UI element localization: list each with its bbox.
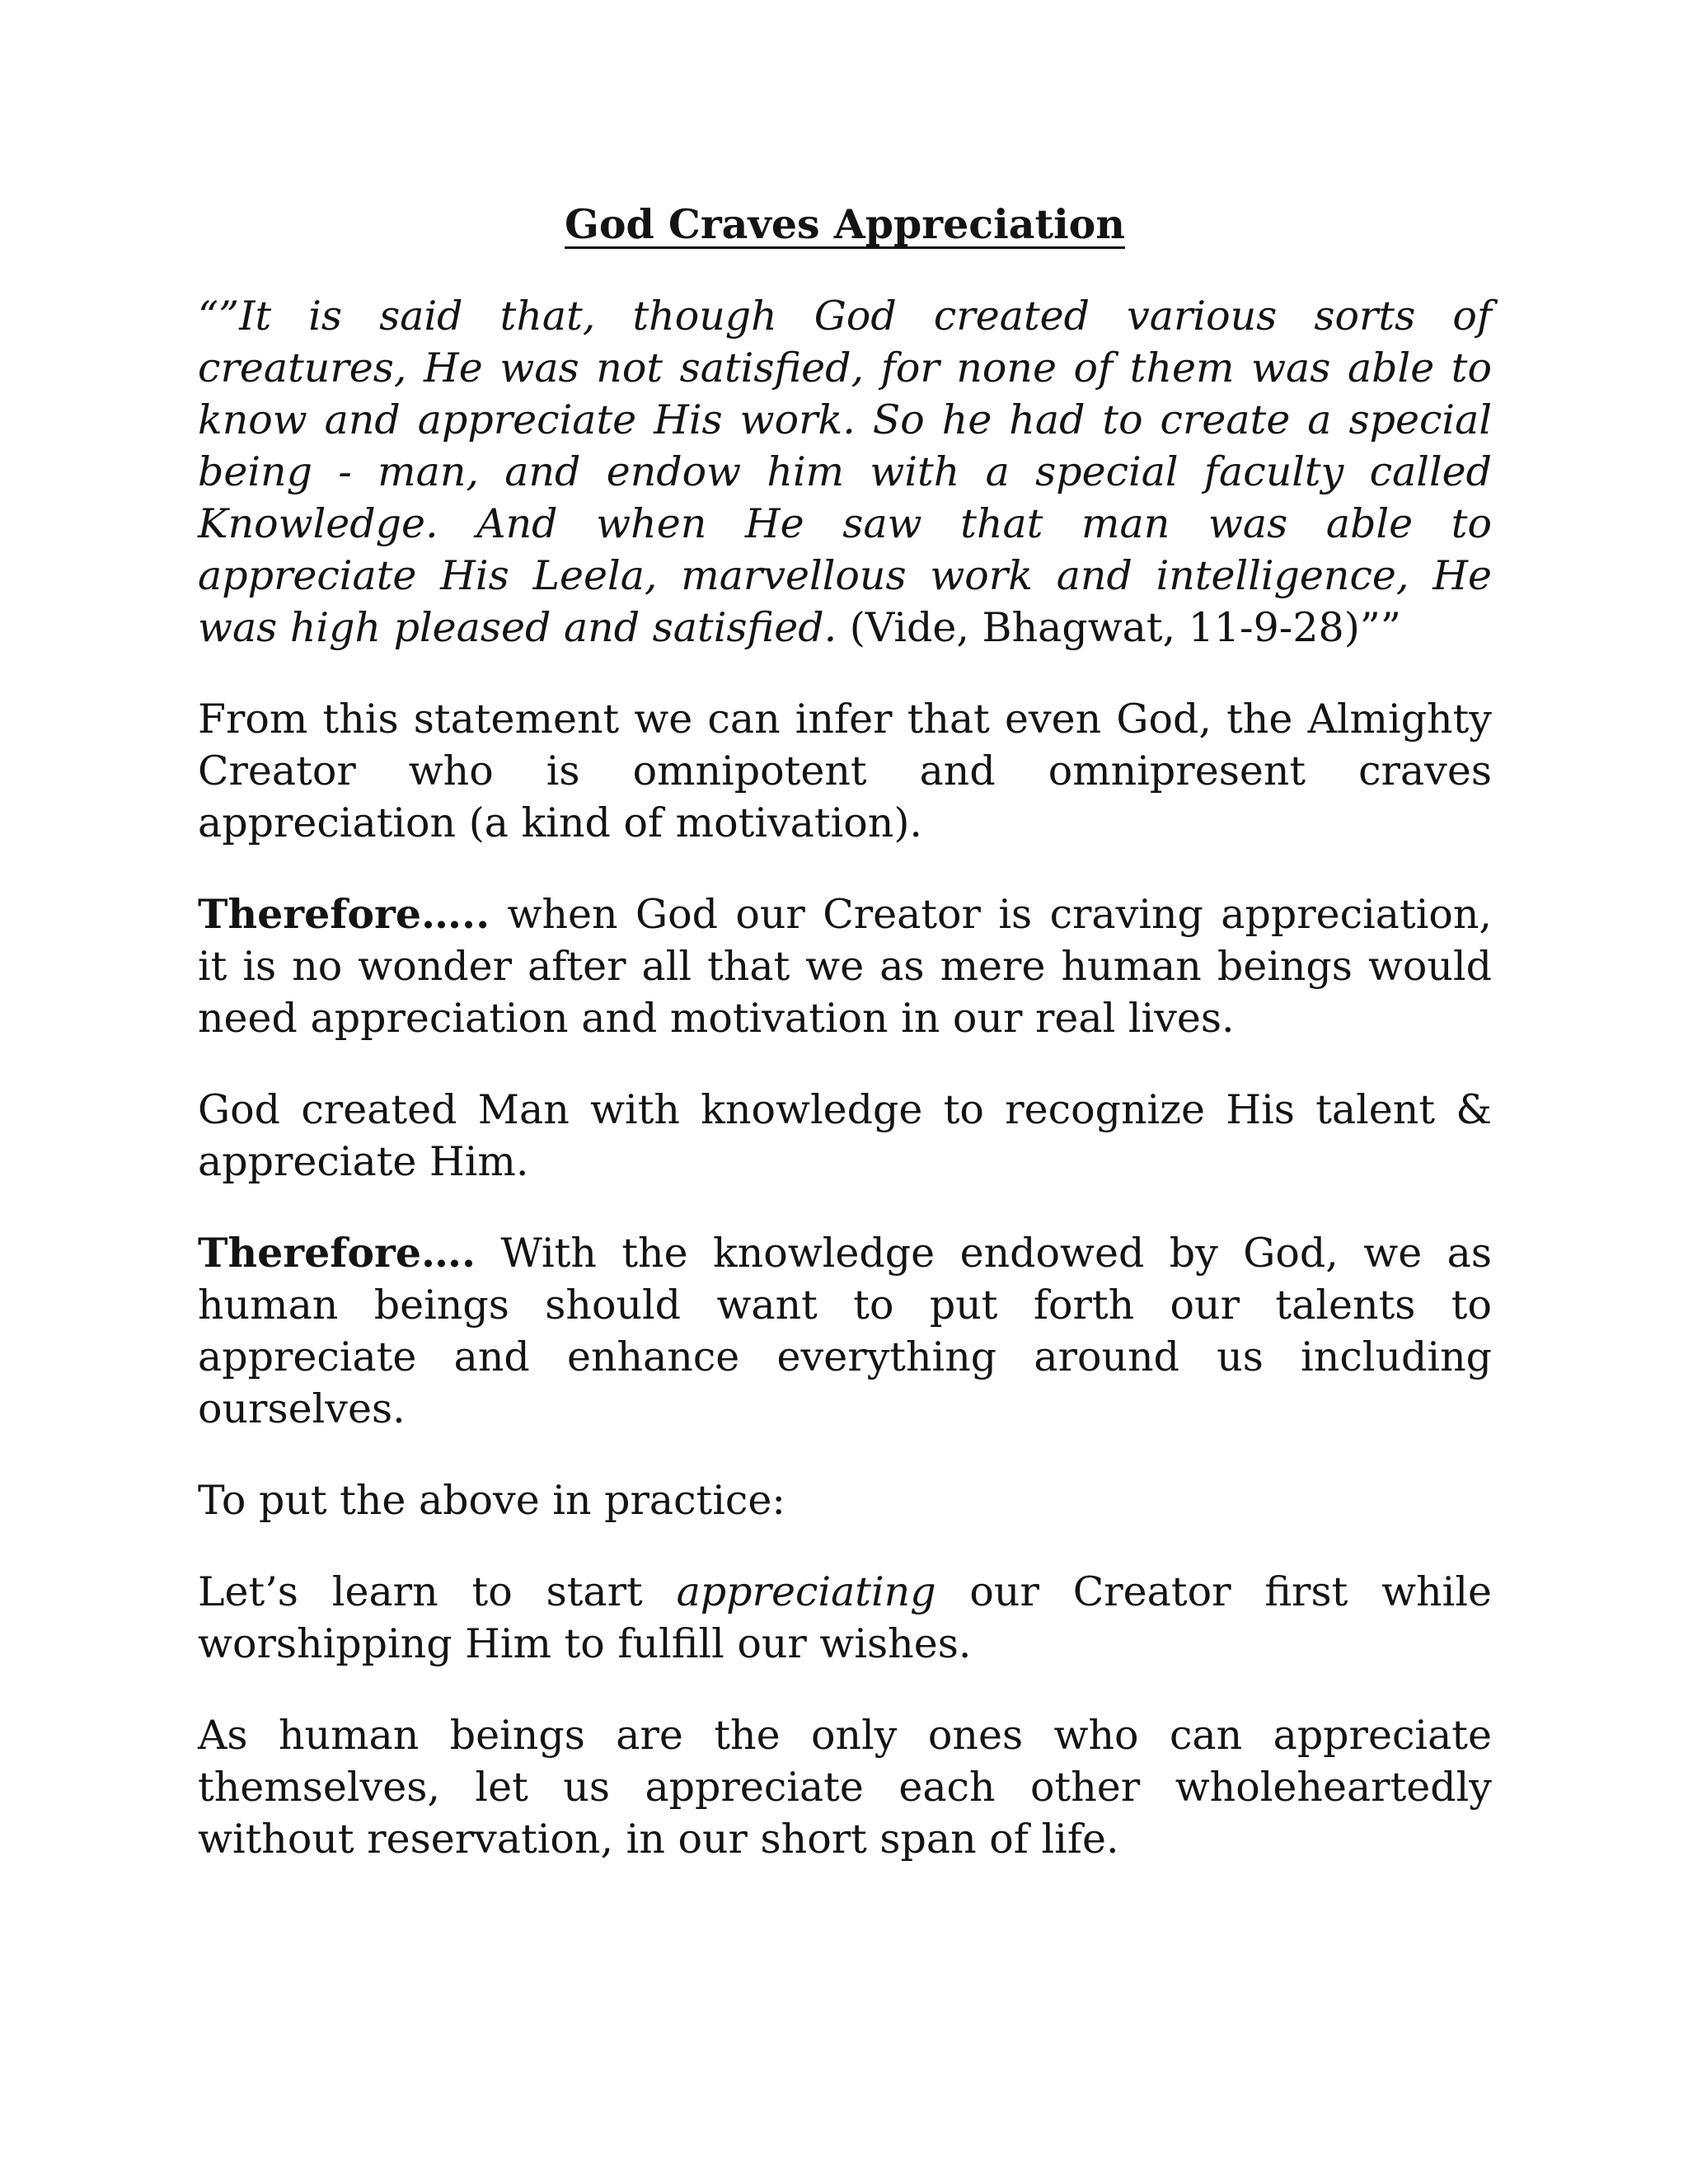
quote-citation: (Vide, Bhagwat, 11-9-28)”” xyxy=(837,604,1401,651)
document-page xyxy=(198,198,1492,1905)
emphasis-appreciating: appreciating xyxy=(676,1568,936,1615)
paragraph-practice-intro: To put the above in practice: xyxy=(198,1477,785,1524)
quote-text: “”It is said that, though God created various sorts of creatures, He was not satisfied, for none of them was able to know and appreciate His work. So he had to create a special being - man, and endow him with a special faculty called Knowledge. And when He saw that man was able to appreciate His Leela, marvellous work and intelligence, He was high pleased and satisfied. xyxy=(198,293,1492,651)
paragraph-text: when God our Creator is craving appreciation, it is no wonder after all that we as mere human beings would need appreciation and motivation in our real lives. xyxy=(198,891,1492,1042)
bhagwat-quote xyxy=(198,290,1492,654)
paragraph-god-created-man: God created Man with knowledge to recognize His talent & appreciate Him. xyxy=(198,1086,1492,1185)
therefore-lead-1: Therefore….. xyxy=(198,890,490,938)
therefore-lead-2: Therefore…. xyxy=(198,1229,476,1277)
paragraph-text: our Creator first while worshipping Him to fulfill our wishes. xyxy=(198,1568,1492,1667)
paragraph-inference: From this statement we can infer that even God, the Almighty Creator who is omnipotent and omnipresent craves appreciation (a kind of motivation). xyxy=(198,696,1492,846)
paragraph-therefore-knowledge xyxy=(198,1227,1492,1435)
paragraph-appreciating-creator xyxy=(198,1566,1492,1670)
paragraph-therefore-craving xyxy=(198,888,1492,1044)
paragraph-text: Let’s learn to start xyxy=(198,1568,677,1615)
paragraph-text: With the knowledge endowed by God, we as human beings should want to put forth our talents to appreciate and enhance everything around us including ourselves. xyxy=(198,1230,1492,1432)
paragraph-appreciate-each-other: As human beings are the only ones who can appreciate themselves, let us appreciate each other wholeheartedly without reservation, in our short span of life. xyxy=(198,1712,1492,1863)
page-title: God Craves Appreciation xyxy=(565,200,1125,248)
